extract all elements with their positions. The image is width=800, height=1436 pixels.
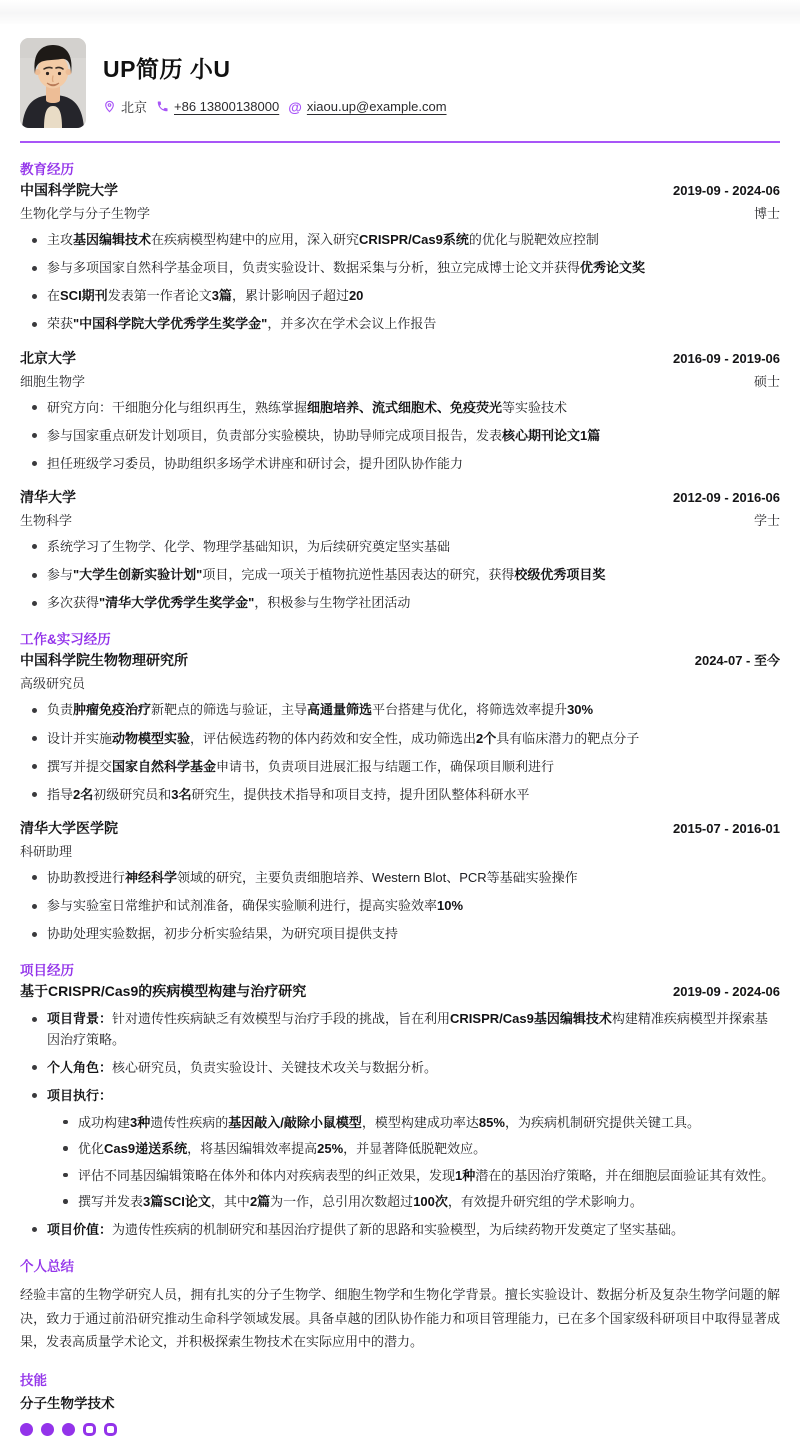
section-title-work: 工作&实习经历	[20, 632, 111, 648]
candidate-name: UP简历 小U	[103, 56, 231, 82]
bullet-item: 参与国家重点研发计划项目，负责部分实验模块，协助导师完成项目报告，发表核心期刊论文1篇	[30, 426, 780, 446]
entry-title-row	[20, 981, 780, 1001]
resume-entry	[20, 487, 780, 613]
email-link[interactable]: xiaou.up@example.com	[306, 99, 447, 114]
bullet-item: 担任班级学习委员，协助组织多场学术讲座和研讨会，提升团队协作能力	[30, 454, 780, 474]
entry-date: 2015-07 - 2016-01	[673, 820, 780, 836]
skill-level-dot	[41, 1423, 54, 1436]
entry-title: 中国科学院大学	[20, 182, 118, 198]
entry-title: 基于CRISPR/Cas9的疾病模型构建与治疗研究	[20, 983, 307, 1000]
entry-subtitle: 生物科学	[20, 512, 73, 528]
bullet-item: 撰写并提交国家自然科学基金申请书，负责项目进展汇报与结题工作，确保项目顺利进行	[30, 757, 780, 777]
bullet-item: 协助处理实验数据，初步分析实验结果，为研究项目提供支持	[30, 924, 780, 944]
bullet-item: 研究方向：干细胞分化与组织再生，熟练掌握细胞培养、流式细胞术、免疫荧光等实验技术	[30, 398, 780, 418]
bullet-item: 多次获得"清华大学优秀学生奖学金"，积极参与生物学社团活动	[30, 593, 780, 613]
profile-photo-illustration	[20, 38, 86, 128]
bullet-item: 个人角色：核心研究员，负责实验设计、关键技术攻关与数据分析。	[30, 1058, 780, 1078]
bullet-item: 协助教授进行神经科学领域的研究，主要负责细胞培养、Western Blot、PCR等基础实验操作	[30, 868, 780, 888]
location-text: 北京	[121, 100, 148, 115]
bullet-item: 优化Cas9递送系统，将基因编辑效率提高25%，并显著降低脱靶效应。	[61, 1139, 780, 1159]
skill-level-dot	[83, 1423, 96, 1436]
section-skills	[20, 1369, 780, 1436]
section-work	[20, 628, 780, 944]
entry-date: 2019-09 - 2024-06	[673, 984, 780, 1000]
section-title-projects: 项目经历	[20, 963, 74, 979]
bullet-item: 指导2名初级研究员和3名研究生，提供技术指导和项目支持，提升团队整体科研水平	[30, 785, 780, 805]
page-top-shade	[0, 0, 800, 24]
entry-title-row	[20, 818, 780, 838]
entry-subtitle: 高级研究员	[20, 676, 86, 692]
section-education	[20, 158, 780, 613]
contact-email	[288, 99, 446, 115]
section-title-summary: 个人总结	[20, 1259, 74, 1275]
entry-subtitle-row	[20, 371, 780, 390]
entry-title: 北京大学	[20, 349, 76, 366]
profile-photo	[20, 38, 86, 128]
entry-title-row	[20, 180, 780, 200]
entry-bullets	[20, 1009, 780, 1240]
bullet-item: 系统学习了生物学、化学、物理学基础知识，为后续研究奠定坚实基础	[30, 537, 780, 557]
phone-icon	[156, 100, 169, 113]
skill-level-dots	[20, 1423, 780, 1436]
resume-entry	[20, 180, 780, 335]
bullet-item: 项目背景：针对遗传性疾病缺乏有效模型与治疗手段的挑战，旨在利用CRISPR/Cas9基因编辑技术构建精准疾病模型并探索基因治疗策略。	[30, 1009, 780, 1049]
summary-text: 经验丰富的生物学研究人员，拥有扎实的分子生物学、细胞生物学和生物化学背景。擅长实验设计、数据分析及复杂生物学问题的解决，致力于通过前沿研究推动生命科学领域发展。具备卓越的团队协作能力和项目管理能力，已在多个国家级科研项目中取得显著成果，发表高质量学术论文，并积极探索生物技术在实际应用中的潜力。	[20, 1287, 780, 1350]
contact-phone	[156, 99, 279, 114]
section-projects	[20, 959, 780, 1240]
entry-title-row	[20, 650, 780, 670]
entry-date: 2012-09 - 2016-06	[673, 489, 780, 505]
work-entries	[20, 650, 780, 944]
resume-entry	[20, 981, 780, 1240]
header-info	[103, 38, 447, 128]
skill-level-dot	[104, 1423, 117, 1436]
entry-bullets	[20, 868, 780, 944]
skill-level-dot	[62, 1423, 75, 1436]
entry-subtitle-row	[20, 673, 780, 692]
entry-title: 清华大学医学院	[20, 819, 118, 836]
entry-bullets	[20, 398, 780, 474]
header-divider	[20, 141, 780, 143]
bullet-item: 成功构建3种遗传性疾病的基因敲入/敲除小鼠模型，模型构建成功率达85%，为疾病机制研究提供关键工具。	[61, 1113, 780, 1133]
entry-bullets	[20, 537, 780, 613]
bullet-item: 负责肿瘤免疫治疗新靶点的筛选与验证，主导高通量筛选平台搭建与优化，将筛选效率提升30%	[30, 700, 780, 720]
entry-date: 2024-07 - 至今	[694, 653, 780, 669]
entry-title: 清华大学	[20, 488, 76, 505]
entry-bullets	[20, 700, 780, 805]
resume-entry	[20, 818, 780, 944]
bullet-item: 参与多项国家自然科学基金项目，负责实验设计、数据采集与分析，独立完成博士论文并获得优秀论文奖	[30, 258, 780, 278]
resume-entry	[20, 348, 780, 474]
bullet-item: 主攻基因编辑技术在疾病模型构建中的应用，深入研究CRISPR/Cas9系统的优化与脱靶效应控制	[30, 230, 780, 250]
entry-subtitle-row	[20, 841, 780, 860]
bullet-item: 撰写并发表3篇SCI论文，其中2篇为一作，总引用次数超过100次，有效提升研究组的学术影响力。	[61, 1192, 780, 1212]
skill-name: 分子生物学技术	[20, 1396, 115, 1412]
contact-location	[103, 97, 147, 116]
bullet-item: 项目执行： 成功构建3种遗传性疾病的基因敲入/敲除小鼠模型，模型构建成功率达85%，为疾病机制研究提供关键工具。 优化Cas9递送系统，将基因编辑效率提高25%，并显著降低脱靶效应。 评估不同基因编辑策略在体外和体内对疾病表型的纠正效果，发现1种潜在的基因治疗策略，并在细胞层面验证其有效性。 撰写并发表3篇SCI论文，其中2篇为一作，总引用次数超过100次，有效提升研究组的学术影响力。	[30, 1086, 780, 1212]
entry-subtitle: 生物化学与分子生物学	[20, 206, 151, 221]
entry-date: 2019-09 - 2024-06	[673, 183, 780, 198]
entry-subtitle: 科研助理	[20, 843, 73, 859]
section-title-skills: 技能	[20, 1373, 47, 1389]
bullet-item: 项目价值：为遗传性疾病的机制研究和基因治疗提供了新的思路和实验模型，为后续药物开发奠定了坚实基础。	[30, 1220, 780, 1240]
entry-subtitle-row	[20, 510, 780, 529]
entry-date: 2016-09 - 2019-06	[673, 350, 780, 366]
resume-page	[0, 24, 800, 1436]
entry-title: 中国科学院生物物理研究所	[20, 652, 188, 669]
at-sign-icon: @	[288, 98, 302, 115]
phone-link[interactable]: +86 13800138000	[174, 99, 280, 114]
bullet-item: 参与"大学生创新实验计划"项目，完成一项关于植物抗逆性基因表达的研究，获得校级优秀项目奖	[30, 565, 780, 585]
section-summary	[20, 1255, 780, 1354]
bullet-item: 荣获"中国科学院大学优秀学生奖学金"，并多次在学术会议上作报告	[30, 314, 780, 334]
entry-bullets	[20, 230, 780, 335]
skill-level-dot	[20, 1423, 33, 1436]
bullet-item: 评估不同基因编辑策略在体外和体内对疾病表型的纠正效果，发现1种潜在的基因治疗策略，并在细胞层面验证其有效性。	[61, 1166, 780, 1186]
section-title-education: 教育经历	[20, 162, 74, 177]
education-entries	[20, 180, 780, 613]
entry-title-row	[20, 348, 780, 368]
entry-title-row	[20, 487, 780, 507]
sub-bullets	[47, 1113, 780, 1212]
resume-entry	[20, 650, 780, 805]
entry-subtitle-row	[20, 203, 780, 222]
resume-header	[20, 38, 780, 128]
entry-subtitle: 细胞生物学	[20, 373, 86, 389]
location-pin-icon	[103, 100, 116, 113]
project-entries	[20, 981, 780, 1240]
entry-degree: 学士	[753, 512, 780, 528]
contact-row	[103, 97, 447, 116]
entry-degree: 硕士	[753, 373, 780, 389]
entry-degree: 博士	[753, 206, 780, 221]
bullet-item: 在SCI期刊发表第一作者论文3篇，累计影响因子超过20	[30, 286, 780, 306]
bullet-item: 设计并实施动物模型实验，评估候选药物的体内药效和安全性，成功筛选出2个具有临床潜力的靶点分子	[30, 729, 780, 749]
bullet-item: 参与实验室日常维护和试剂准备，确保实验顺利进行，提高实验效率10%	[30, 896, 780, 916]
